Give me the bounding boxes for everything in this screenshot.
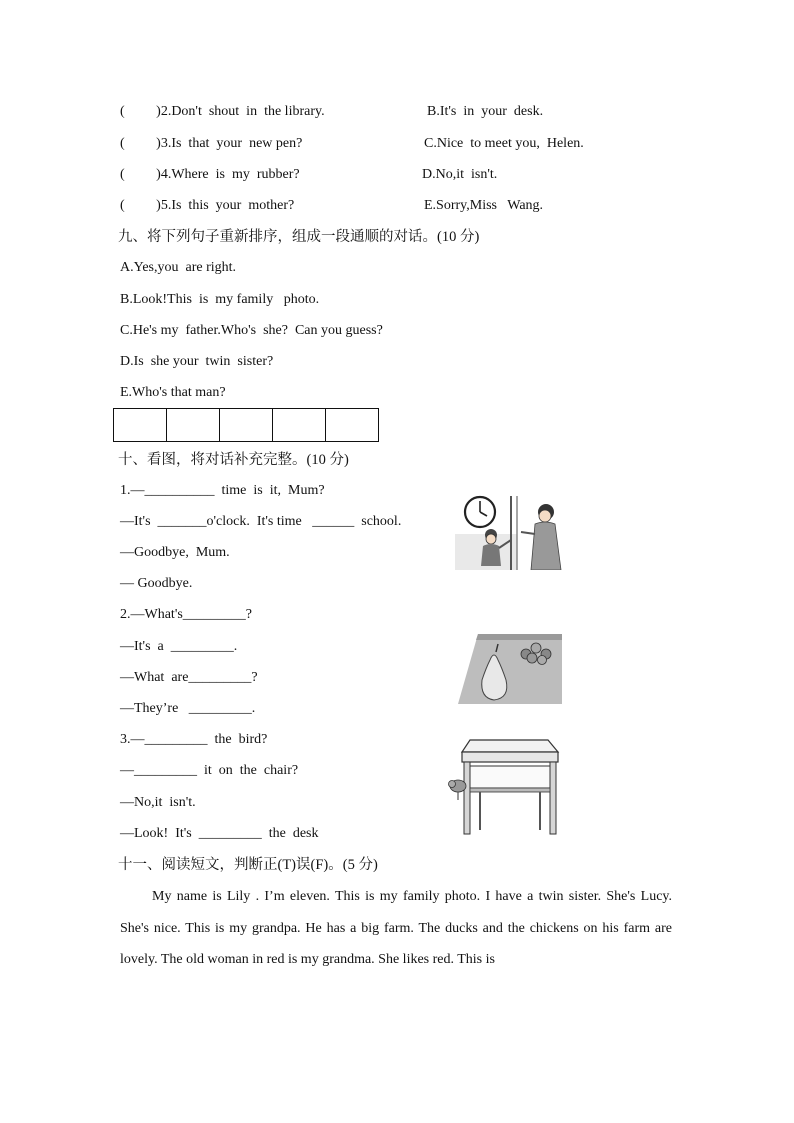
clock-mother-daughter-illustration bbox=[455, 494, 565, 570]
answer-box[interactable] bbox=[273, 409, 326, 442]
reading-passage: My name is Lily . I’m eleven. This is my family photo. I have a twin sister. She's Lucy. She's nice. This is my grandpa. He has a big farm. The ducks and the chickens on his farm are lovely. The old woman in red is my grandma. She likes red. This is bbox=[120, 889, 672, 967]
q2-line-4: —They’re _________. bbox=[120, 701, 256, 716]
dialogue-sentence-a: A.Yes,you are right. bbox=[120, 260, 237, 275]
q2-line-3: —What are_________? bbox=[120, 670, 258, 685]
answer-order-boxes bbox=[113, 408, 379, 442]
dialogue-sentence-e: E.Who's that man? bbox=[120, 385, 226, 400]
answer-box[interactable] bbox=[220, 409, 273, 442]
q3-line-4: —Look! It's _________ the desk bbox=[120, 826, 319, 841]
match-question-5: ( )5.Is this your mother? bbox=[120, 198, 295, 213]
q3-line-2: —_________ it on the chair? bbox=[120, 763, 299, 778]
answer-box[interactable] bbox=[167, 409, 220, 442]
desk-and-bird-illustration bbox=[446, 738, 562, 836]
pear-and-fruit-illustration bbox=[456, 632, 564, 704]
match-answer-d: D.No,it isn't. bbox=[422, 167, 498, 182]
q1-line-1: 1.—__________ time is it, Mum? bbox=[120, 483, 325, 498]
dialogue-sentence-d: D.Is she your twin sister? bbox=[120, 354, 274, 369]
q1-line-3: —Goodbye, Mum. bbox=[120, 545, 230, 560]
q1-line-2: —It's _______o'clock. It's time ______ school. bbox=[120, 514, 402, 529]
match-question-2: ( )2.Don't shout in the library. bbox=[120, 104, 325, 119]
match-question-4: ( )4.Where is my rubber? bbox=[120, 167, 300, 182]
q3-line-3: —No,it isn't. bbox=[120, 795, 196, 810]
match-answer-c: C.Nice to meet you, Helen. bbox=[424, 136, 584, 151]
answer-box[interactable] bbox=[114, 409, 167, 442]
section-11-title: 十一、阅读短文，判断正(T)误(F)。(5 分) bbox=[118, 857, 378, 873]
match-answer-b: B.It's in your desk. bbox=[427, 104, 544, 119]
match-answer-e: E.Sorry,Miss Wang. bbox=[424, 198, 544, 213]
q2-line-1: 2.—What's_________? bbox=[120, 607, 253, 622]
answer-box[interactable] bbox=[326, 409, 379, 442]
q1-line-4: — Goodbye. bbox=[120, 576, 193, 591]
match-question-3: ( )3.Is that your new pen? bbox=[120, 136, 303, 151]
dialogue-sentence-c: C.He's my father.Who's she? Can you guess? bbox=[120, 323, 383, 338]
dialogue-sentence-b: B.Look!This is my family photo. bbox=[120, 292, 320, 307]
section-9-title: 九、将下列句子重新排序，组成一段通顺的对话。(10 分) bbox=[118, 229, 480, 245]
q3-line-1: 3.—_________ the bird? bbox=[120, 732, 268, 747]
section-10-title: 十、看图，将对话补充完整。(10 分) bbox=[118, 452, 349, 468]
q2-line-2: —It's a _________. bbox=[120, 639, 238, 654]
